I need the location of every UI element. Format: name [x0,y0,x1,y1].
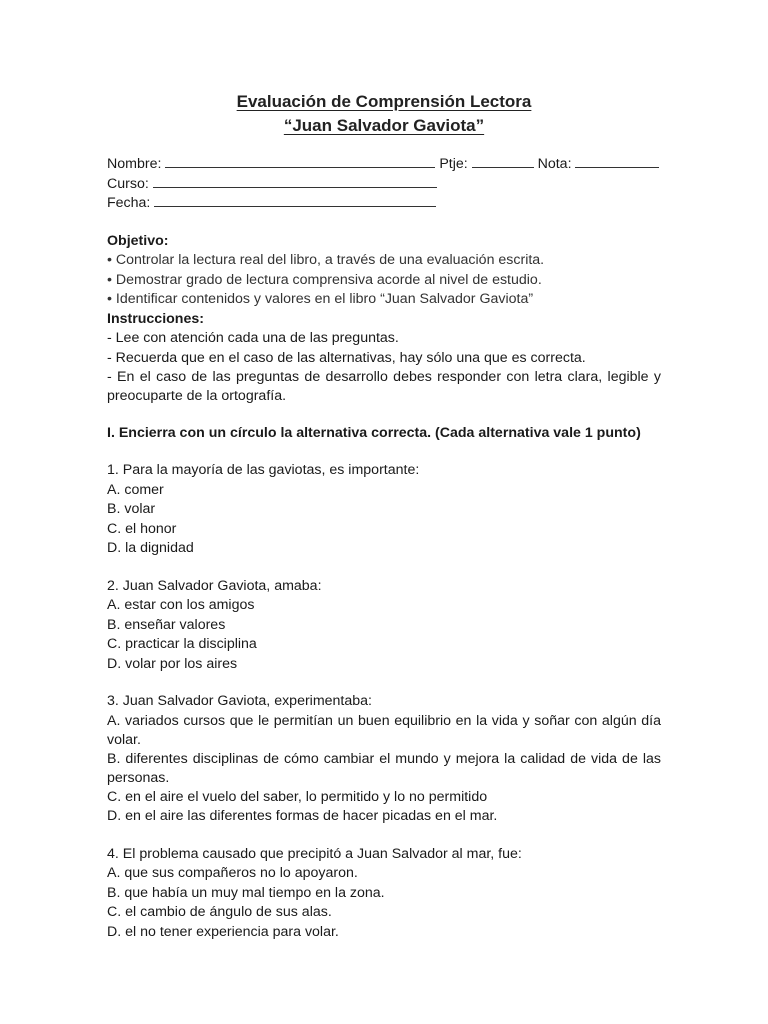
nota-label: Nota: [537,156,572,172]
objetivo-item: • Controlar la lectura real del libro, a través de una evaluación escrita. [107,252,545,268]
nota-blank[interactable] [575,155,659,168]
question-text: 4. El problema causado que precipitó a Juan Salvador al mar, fue: [107,845,522,862]
question-text: 1. Para la mayoría de las gaviotas, es importante: [107,462,420,478]
instruccion-item: - En el caso de las preguntas de desarrollo debes responder con letra clara, legible y preocuparte de la ortografía. [107,369,661,404]
answer-option[interactable]: B. volar [107,501,156,517]
instrucciones-heading: Instrucciones: [107,310,204,327]
section-heading: I. Encierra con un círculo la alternativa correcta. (Cada alternativa vale 1 punto) [107,425,641,441]
question-text: 2. Juan Salvador Gaviota, amaba: [107,577,322,594]
answer-option[interactable]: A. variados cursos que le permitían un buen equilibrio en la vida y soñar con algún día volar. [107,712,661,748]
curso-blank[interactable] [153,175,437,188]
nombre-row [107,155,661,175]
instruccion-item: - Recuerda que en el caso de las alternativas, hay sólo una que es correcta. [107,349,586,366]
ptje-blank[interactable] [472,155,534,168]
answer-option[interactable]: B. enseñar valores [107,616,226,633]
answer-option[interactable]: C. en el aire el vuelo del saber, lo permitido y lo no permitido [107,788,488,805]
objetivo-heading: Objetivo: [107,232,169,249]
nombre-blank[interactable] [165,155,435,168]
curso-row [107,175,661,195]
question-text: 3. Juan Salvador Gaviota, experimentaba: [107,693,372,709]
page-title: Evaluación de Comprensión Lectora [236,92,532,111]
answer-option[interactable]: D. volar por los aires [107,655,238,672]
fecha-label: Fecha: [107,195,151,211]
title-block [0,90,768,138]
answer-option[interactable]: C. el honor [107,520,177,537]
fecha-blank[interactable] [154,194,436,207]
ptje-label: Ptje: [439,156,468,172]
answer-option[interactable]: A. estar con los amigos [107,597,255,613]
answer-option[interactable]: B. que había un muy mal tiempo en la zona. [107,884,385,901]
fecha-row [107,194,661,214]
instruccion-item: - Lee con atención cada una de las preguntas. [107,330,399,346]
objetivo-item: • Demostrar grado de lectura comprensiva acorde al nivel de estudio. [107,271,542,288]
book-title: “Juan Salvador Gaviota” [283,116,485,135]
document-body [107,155,661,942]
answer-option[interactable]: D. en el aire las diferentes formas de hacer picadas en el mar. [107,808,498,824]
answer-option[interactable]: A. comer [107,481,164,498]
answer-option[interactable]: C. practicar la disciplina [107,636,257,652]
answer-option[interactable]: C. el cambio de ángulo de sus alas. [107,904,332,920]
objetivo-item: • Identificar contenidos y valores en el libro “Juan Salvador Gaviota” [107,291,534,307]
answer-option[interactable]: D. el no tener experiencia para volar. [107,923,339,940]
answer-option[interactable]: B. diferentes disciplinas de cómo cambiar el mundo y mejora la calidad de vida de las personas. [107,750,661,786]
nombre-label: Nombre: [107,156,162,172]
curso-label: Curso: [107,175,149,192]
answer-option[interactable]: A. que sus compañeros no lo apoyaron. [107,865,358,881]
answer-option[interactable]: D. la dignidad [107,540,194,556]
